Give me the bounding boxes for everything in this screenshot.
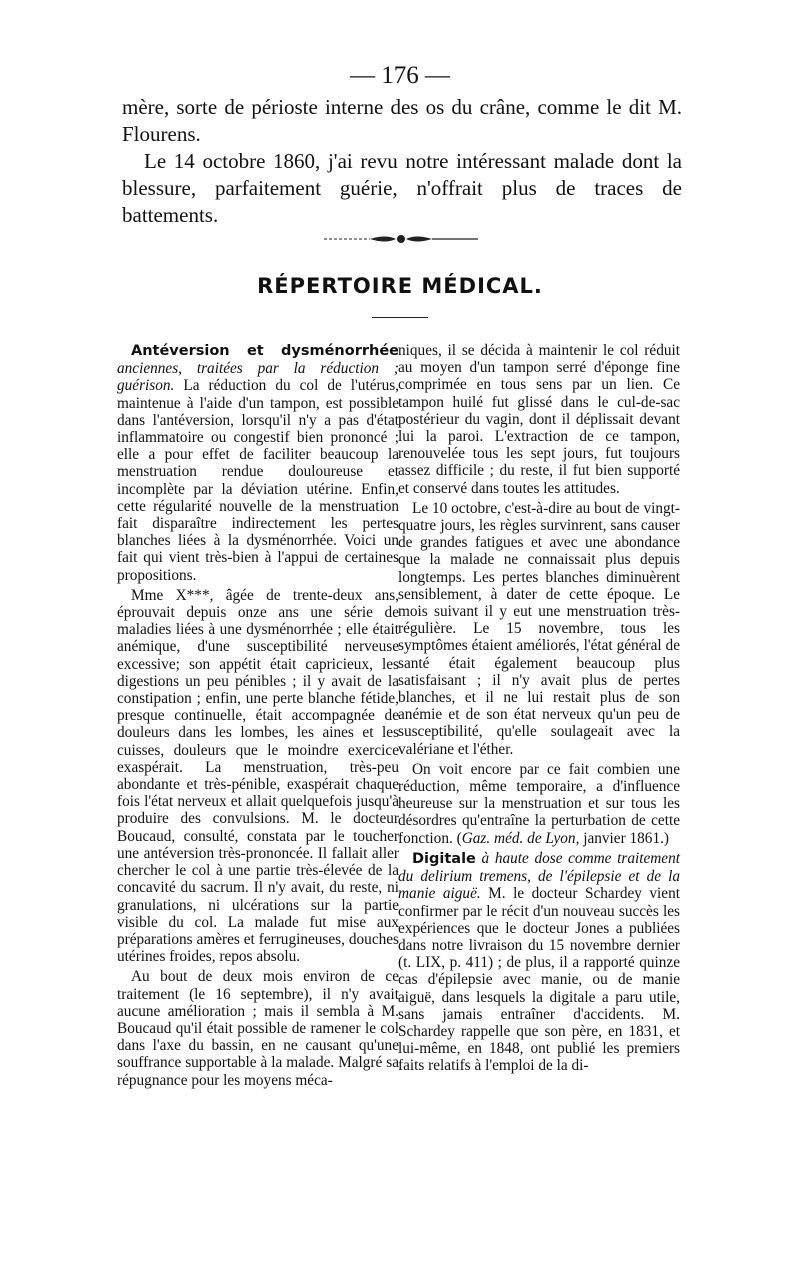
ornament-divider-icon xyxy=(324,232,478,246)
right-column xyxy=(398,342,680,1078)
entry-anteversion-paragraph-6 xyxy=(398,761,680,847)
entry-digitale-text: M. le docteur Schardey vient confirmer par le récit d'un nouveau succès les expériences que le docteur Jones a publiées dans notre livraison du 15 novembre dernier (t. LIX, p. 411) ; de plus, il a rapporté quinze cas d'épilepsie avec manie, ou de manie aiguë, dans lesquels la digitale a paru utile, sans jamais entraîner d'accidents. M. Schardey rappelle que son père, en 1831, et lui-même, en 1848, ont publié les premiers faits relatifs à l'emploi de la di- xyxy=(398,885,680,1075)
entry-anteversion-paragraph-4: niques, il se décida à maintenir le col réduit au moyen d'un tampon serré d'éponge fine comprimée en tous sens par un lien. Ce tampon huilé fut glissé dans le cul-de-sac postérieur du vagin, dont il déplissait devant lui la paroi. L'extraction de ce tampon, renouvelée tous les sept jours, fut toujours assez difficile ; du reste, il fut bien supporté et conservé dans toutes les attitudes. xyxy=(398,342,680,497)
entry-anteversion-paragraph-2: Mme X***, âgée de trente-deux ans, éprouvait depuis onze ans une série de maladies liées à une dysménorrhée ; elle était anémique, d'une susceptibilité nerveuse excessive; son appétit était capricieux, les digestions un peu pénibles ; il y avait de la constipation ; enfin, une perte blanche fétide, presque continuelle, était accompagnée de douleurs dans les lombes, les aines et les cuisses, douleurs que le moindre exercice exaspérait. La menstruation, très-peu abondante et très-pénible, exaspérait chaque fois l'état nerveux et allait quelquefois jusqu'à produire des convulsions. M. le docteur Boucaud, consulté, constata par le toucher une antéversion très-prononcée. Il fallait aller chercher le col à une partie très-élevée de la concavité du sacrum. Il n'y avait, du reste, ni granulations, ni ulcérations sur la partie visible du col. La malade fut mise aux préparations amères et ferrugineuses, douches utérines froides, repos absolu. xyxy=(117,586,399,966)
entry-anteversion-paragraph-5: Le 10 octobre, c'est-à-dire au bout de vingt-quatre jours, les règles survinrent, sans causer de grandes fatigues et avec une abondance que la malade ne connaissait plus depuis longtemps. Les pertes blanches diminuèrent sensiblement, à dater de cette époque. Le mois suivant il y eut une menstruation très-régulière. Le 15 novembre, tous les symptômes étaient améliorés, l'état général de santé était également beaucoup plus satisfaisant ; il n'y avait plus de pertes blanches, et il ne lui restait plus de son anémie et de son état nerveux qu'un peu de susceptibilité, qu'elle soulageait avec la valériane et l'éther. xyxy=(398,499,680,758)
left-column xyxy=(117,342,399,1092)
entry-anteversion-date: janvier 1861.) xyxy=(579,829,670,847)
entry-anteversion-paragraph-1 xyxy=(117,342,399,584)
entry-anteversion-paragraph-3: Au bout de deux mois environ de ce traitement (le 16 septembre), il n'y avait aucune amélioration ; mais il sembla à M. Boucaud qu'il était possible de ramener le col dans l'axe du bassin, en ne causant qu'une souffrance supportable à la malade. Malgré sa répugnance pour les moyens méca- xyxy=(117,968,399,1089)
entry-anteversion-heading: Antéversion et dysménorrhée xyxy=(131,343,399,359)
section-title: RÉPERTOIRE MÉDICAL. xyxy=(257,274,543,298)
intro-paragraph-2: Le 14 octobre 1860, j'ai revu notre intéressant malade dont la blessure, parfaitement guérie, n'offrait plus de traces de battements. xyxy=(122,149,682,227)
page-number: — 176 — xyxy=(350,62,450,89)
intro-text xyxy=(122,94,682,229)
title-rule xyxy=(372,317,428,318)
intro-paragraph-1: mère, sorte de périoste interne des os du crâne, comme le dit M. Flourens. xyxy=(122,95,682,146)
entry-anteversion-conclusion: On voit encore par ce fait combien une réduction, même temporaire, a d'influence heureuse sur la menstruation et sur tous les désordres qu'entraîne la perturbation de cette fonction. ( xyxy=(398,760,680,847)
entry-anteversion-subtitle: anciennes, traitées par la réduction ; guérison. xyxy=(117,360,399,395)
entry-anteversion-source: Gaz. méd. de Lyon, xyxy=(461,829,580,847)
entry-digitale-paragraph xyxy=(398,850,680,1075)
entry-digitale-subtitle: à haute dose comme traitement du delirium tremens, de l'épilepsie et de la manie aiguë. xyxy=(398,849,680,903)
entry-digitale-heading: Digitale xyxy=(412,850,476,867)
entry-anteversion-text: La réduction du col de l'utérus, maintenue à l'aide d'un tampon, est possible dans l'antéversion, lorsqu'il n'y a pas d'état inflammatoire ou congestif bien prononcé ; elle a pour effet de faciliter beaucoup la menstruation rendue douloureuse et incomplète par la déviation utérine. Enfin, cette régularité nouvelle de la menstruation fait disparaître indirectement les pertes blanches liées à la dysménorrhée. Voici un fait qui vient très-bien à l'appui de certaines propositions. xyxy=(117,377,399,584)
